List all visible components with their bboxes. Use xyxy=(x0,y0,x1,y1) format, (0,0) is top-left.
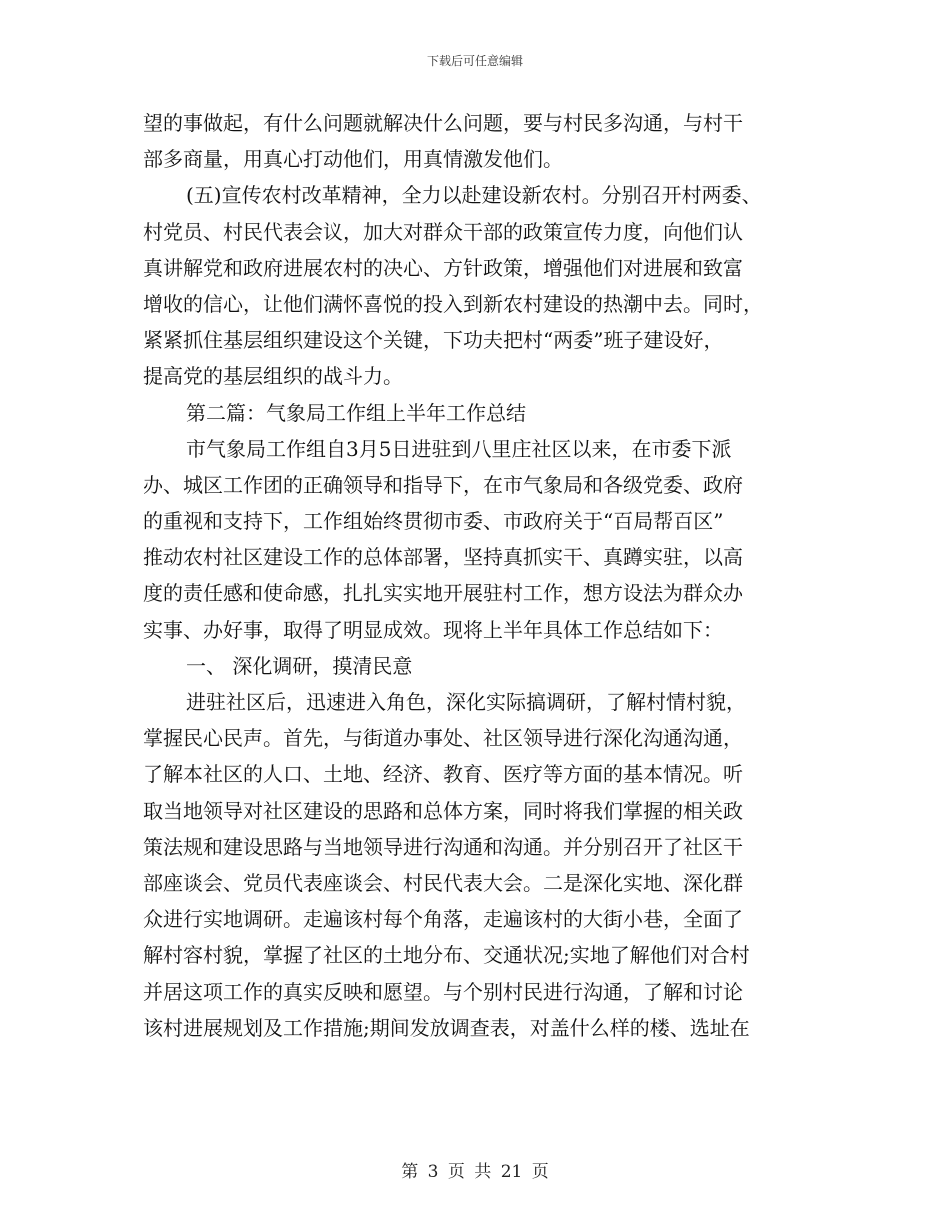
text-line: 解村容村貌，掌握了社区的土地分布、交通状况;实地了解他们对合村 xyxy=(143,943,750,968)
text-line: 了解本社区的人口、土地、经济、教育、医疗等方面的基本情况。听 xyxy=(143,762,743,787)
text-line: 掌握民心民声。首先，与街道办事处、社区领导进行深化沟通沟通， xyxy=(143,726,743,751)
text-line: 策法规和建设思路与当地领导进行沟通和沟通。并分别召开了社区干 xyxy=(143,834,743,859)
page-number-footer: 第 3 页 共 21 页 xyxy=(401,1162,549,1182)
text-line: 度的责任感和使命感，扎扎实实地开展驻村工作，想方设法为群众办 xyxy=(143,581,743,606)
text-line: 并居这项工作的真实反映和愿望。与个别村民进行沟通，了解和讨论 xyxy=(143,979,743,1004)
text-line: 实事、办好事，取得了明显成效。现将上半年具体工作总结如下： xyxy=(143,617,723,642)
text-line: 的重视和支持下，工作组始终贯彻市委、市政府关于“百局帮百区” xyxy=(143,509,724,534)
text-line: 真讲解党和政府进展农村的决心、方针政策，增强他们对进展和致富 xyxy=(143,255,743,280)
text-line: 望的事做起，有什么问题就解决什么问题，要与村民多沟通，与村干 xyxy=(143,111,743,135)
text-line: 众进行实地调研。走遍该村每个角落，走遍该村的大街小巷，全面了 xyxy=(143,907,743,932)
text-line: 办、城区工作团的正确领导和指导下，在市气象局和各级党委、政府 xyxy=(143,472,743,497)
text-line: 取当地领导对社区建设的思路和总体方案，同时将我们掌握的相关政 xyxy=(143,798,743,823)
document-body xyxy=(143,105,808,1046)
text-line: 进驻社区后，迅速进入角色，深化实际搞调研，了解村情村貌， xyxy=(186,690,746,714)
text-line: 该村进展规划及工作措施;期间发放调查表，对盖什么样的楼、选址在 xyxy=(143,1015,750,1040)
text-line: 提高党的基层组织的战斗力。 xyxy=(143,364,403,389)
text-line: 第二篇：气象局工作组上半年工作总结 xyxy=(186,400,526,425)
text-line: 推动农村社区建设工作的总体部署，坚持真抓实干、真蹲实驻，以高 xyxy=(143,545,743,570)
text-line: 一、 深化调研，摸清民意 xyxy=(186,653,413,678)
text-line: 部座谈会、党员代表座谈会、村民代表大会。二是深化实地、深化群 xyxy=(143,870,743,895)
text-line: 紧紧抓住基层组织建设这个关键，下功夫把村“两委”班子建设好， xyxy=(143,328,724,353)
text-line: 村党员、村民代表会议，加大对群众干部的政策宣传力度，向他们认 xyxy=(143,219,743,244)
page-header-note: 下载后可任意编辑 xyxy=(426,54,523,68)
text-line: (五)宣传农村改革精神，全力以赴建设新农村。分别召开村两委、 xyxy=(186,183,762,208)
text-line: 市气象局工作组自3月5日进驻到八里庄社区以来，在市委下派 xyxy=(186,436,732,461)
text-line: 部多商量，用真心打动他们，用真情激发他们。 xyxy=(143,147,563,172)
text-line: 增收的信心，让他们满怀喜悦的投入到新农村建设的热潮中去。同时， xyxy=(143,291,763,316)
